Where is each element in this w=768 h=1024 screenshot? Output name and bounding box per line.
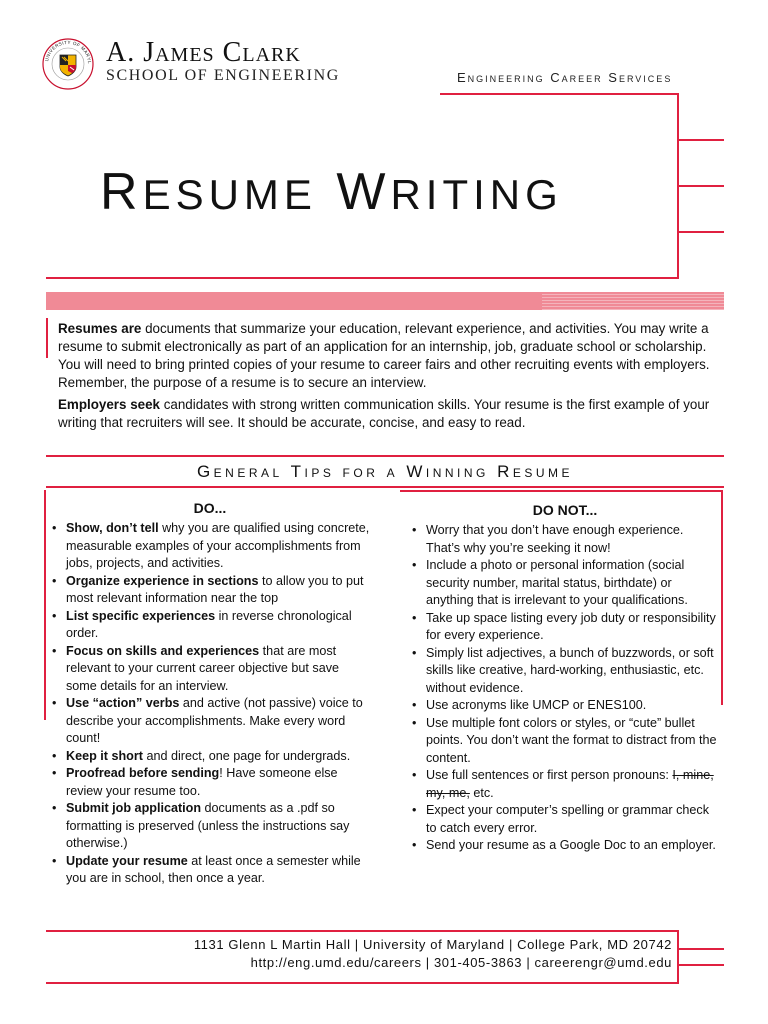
do-item: [50, 520, 370, 573]
dont-item: [410, 715, 720, 768]
dont-item-text: Simply list adjectives, a bunch of buzzwords, or soft skills like creative, hard-working, enthusiastic, etc. without evidence.: [426, 645, 714, 695]
do-column: [50, 500, 370, 888]
university-seal-logo: [42, 38, 94, 90]
page-title: [100, 162, 563, 225]
dont-item-text: Send your resume as a Google Doc to an employer.: [426, 838, 716, 852]
do-item: [50, 800, 370, 853]
dont-item: [410, 767, 720, 802]
footer-rule-vertical: [677, 930, 679, 984]
dont-list: [410, 522, 720, 855]
intro-paragraph-2: [58, 396, 718, 432]
do-item: [50, 573, 370, 608]
do-item-text: ! Have someone else review your resume too.: [66, 766, 338, 798]
do-item-text: to allow you to put most relevant information near the top: [66, 573, 364, 605]
do-item-bold: Focus on skills and experiences: [66, 643, 260, 658]
do-item: [50, 765, 370, 800]
do-item-bold: Update your resume: [66, 853, 188, 868]
intro-rule-left: [46, 318, 48, 358]
intro-paragraph-1: [58, 320, 718, 392]
header-tick-1: [677, 139, 724, 141]
do-item-bold: Submit job application: [66, 801, 202, 815]
tips-heading: General Tips for a Winning Resume: [196, 462, 574, 481]
do-list: [50, 520, 370, 888]
intro-body-1: documents that summarize your education, relevant experience, and activities. You may write a resume to submit electronically as part of an application for an internship, job, graduate school or scholarship. You will need to bring printed copies of your resume to career fairs and other recruiting events with employers. Remember, the purpose of a resume is to secure an interview.: [58, 321, 710, 390]
org-name: A. James Clark: [106, 37, 301, 68]
footer-rule-top: [46, 930, 678, 932]
header-rule-bottom: [46, 277, 679, 279]
footer-rule-bottom: [46, 982, 679, 984]
seal-lettering: UNIVERSITY OF MARYL: [44, 39, 93, 65]
do-rule-left: [44, 490, 46, 720]
dont-item-text: Worry that you don’t have enough experience. That’s why you’re seeking it now!: [426, 523, 684, 555]
do-item-bold: Keep it short: [66, 748, 143, 763]
dont-heading: DO NOT...: [532, 502, 598, 518]
do-item-text: documents as a .pdf so formatting is preserved (unless the instructions say otherwise.): [66, 801, 350, 850]
dont-rule-top: [400, 490, 722, 492]
do-item-text: and active (not passive) voice to describe your accomplishments. Make every word count!: [66, 696, 363, 745]
dont-item: [410, 837, 720, 855]
do-item: [50, 748, 370, 766]
title-rest-2: RITING: [390, 171, 563, 218]
title-initial-2: W: [336, 163, 391, 221]
org-school: SCHOOL OF ENGINEERING: [106, 67, 340, 84]
dont-item-text: Take up space listing every job duty or responsibility for every experience.: [426, 610, 716, 642]
do-item: [50, 643, 370, 696]
dont-column: [410, 502, 720, 855]
do-item: [50, 695, 370, 748]
footer-address: 1131 Glenn L Martin Hall | University of Maryland | College Park, MD 20742: [193, 937, 672, 952]
do-item-text: and direct, one page for undergrads.: [142, 748, 351, 763]
dont-item-text: Expect your computer’s spelling or grammar check to catch every error.: [426, 803, 710, 835]
do-heading: DO...: [193, 500, 227, 516]
dont-item-text: Use acronyms like UMCP or ENES100.: [426, 698, 647, 712]
intro-body-2: candidates with strong written communication skills. Your resume is the first example of your writing that recruiters will see. It should be accurate, concise, and easy to read.: [58, 397, 710, 430]
do-item: [50, 853, 370, 888]
intro-lead-1: Resumes are: [58, 321, 142, 336]
do-item-bold: Proofread before sending: [66, 766, 220, 780]
dont-item-text: Use multiple font colors or styles, or “cute” bullet points. You don’t want the format to distract from the content.: [426, 715, 717, 765]
dont-item-strike: I, mine, my, me,: [426, 768, 714, 800]
footer-tick-2: [677, 964, 724, 966]
do-item-bold: Show, don’t tell: [66, 521, 159, 535]
dont-rule-right: [721, 490, 723, 705]
title-initial-1: R: [100, 163, 143, 221]
intro-text: [58, 320, 718, 436]
do-item-text: that are most relevant to your current career objective but save some details for an interview.: [66, 643, 340, 693]
dont-item: [410, 610, 720, 645]
footer-contact: http://eng.umd.edu/careers | 301-405-3863 | careerengr@umd.edu: [250, 955, 672, 970]
title-rest-1: ESUME: [142, 171, 317, 218]
dont-item: [410, 802, 720, 837]
do-item-bold: Organize experience in sections: [66, 573, 259, 588]
dont-item: [410, 697, 720, 715]
pink-band-stripes: [542, 292, 724, 310]
do-item-text: at least once a semester while you are in school, then once a year.: [66, 853, 361, 885]
do-item-bold: List specific experiences: [66, 608, 216, 623]
header-tick-2: [677, 185, 724, 187]
department-name: Engineering Career Services: [457, 70, 673, 85]
tips-rule-bottom: [46, 486, 724, 488]
header-tick-3: [677, 231, 724, 233]
do-item-text: why you are qualified using concrete, measurable examples of your accomplishments from jobs, projects, and activities.: [66, 521, 370, 570]
footer-tick-1: [677, 948, 724, 950]
tips-rule-top: [46, 455, 724, 457]
do-item-bold: Use “action” verbs: [66, 696, 180, 710]
dont-item: [410, 645, 720, 698]
dont-item: [410, 557, 720, 610]
do-item: [50, 608, 370, 643]
do-item-text: in reverse chronological order.: [66, 608, 352, 640]
intro-lead-2: Employers seek: [58, 397, 160, 412]
dont-item-text: Include a photo or personal information (social security number, marital status, birthdate) or anything that is irrelevant to your qualifications.: [426, 558, 688, 607]
dont-item-text: Use full sentences or first person pronouns:: [426, 768, 673, 782]
header-rule-top: [440, 93, 678, 95]
dont-item-after: etc.: [469, 785, 494, 800]
dont-item: [410, 522, 720, 557]
